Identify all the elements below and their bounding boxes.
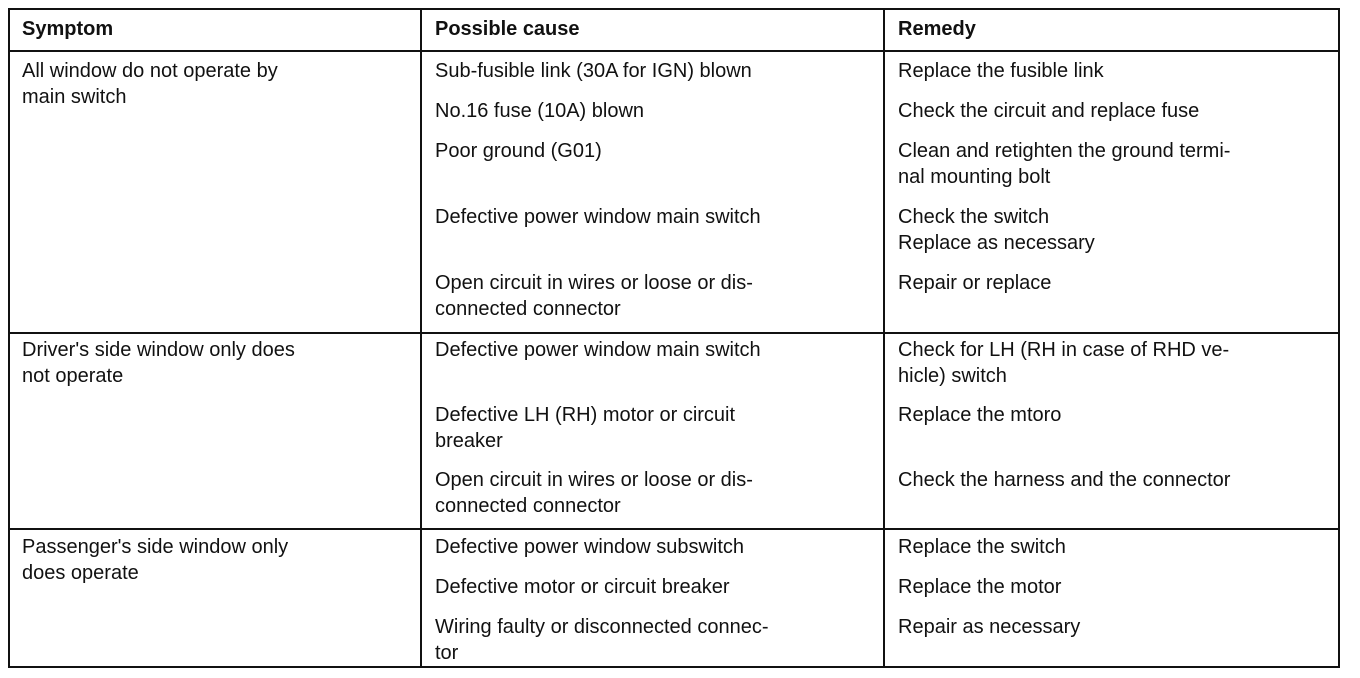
remedy-cell: Check for LH (RH in case of RHD ve- hicle) switch: [898, 339, 1230, 387]
cause-cell: Defective LH (RH) motor or circuit breaker: [435, 404, 736, 452]
header-possible-cause: Possible cause: [435, 18, 580, 40]
cause-cell: Sub-fusible link (30A for IGN) blown: [435, 60, 752, 82]
remedy-cell: Check the switch Replace as necessary: [898, 206, 1095, 254]
column-divider-2: [883, 10, 885, 666]
header-symptom: Symptom: [22, 18, 114, 40]
cause-cell: Defective power window subswitch: [435, 536, 745, 558]
cause-cell: Defective power window main switch: [435, 206, 761, 228]
cause-cell: Defective power window main switch: [435, 339, 761, 361]
group-divider-1: [10, 332, 1338, 334]
symptom-cell: All window do not operate by main switch: [22, 60, 278, 108]
remedy-cell: Repair as necessary: [898, 616, 1081, 638]
symptom-cell: Driver's side window only does not operate: [22, 339, 295, 387]
header-divider: [10, 50, 1338, 52]
remedy-cell: Replace the fusible link: [898, 60, 1104, 82]
cause-cell: Wiring faulty or disconnected connec- tor: [435, 616, 769, 664]
cause-cell: Poor ground (G01): [435, 140, 602, 162]
remedy-cell: Replace the mtoro: [898, 404, 1062, 426]
symptom-cell: Passenger's side window only does operate: [22, 536, 289, 584]
header-remedy: Remedy: [898, 18, 976, 40]
cause-cell: Open circuit in wires or loose or dis- connected connector: [435, 272, 753, 320]
remedy-cell: Replace the motor: [898, 576, 1062, 598]
cause-cell: Defective motor or circuit breaker: [435, 576, 730, 598]
cause-cell: No.16 fuse (10A) blown: [435, 100, 645, 122]
remedy-cell: Clean and retighten the ground termi- nal mounting bolt: [898, 140, 1231, 188]
remedy-cell: Check the harness and the connector: [898, 469, 1231, 491]
remedy-cell: Repair or replace: [898, 272, 1052, 294]
remedy-cell: Check the circuit and replace fuse: [898, 100, 1200, 122]
cause-cell: Open circuit in wires or loose or dis- connected connector: [435, 469, 753, 517]
remedy-cell: Replace the switch: [898, 536, 1066, 558]
troubleshooting-table: [8, 8, 1340, 668]
group-divider-2: [10, 528, 1338, 530]
column-divider-1: [420, 10, 422, 666]
